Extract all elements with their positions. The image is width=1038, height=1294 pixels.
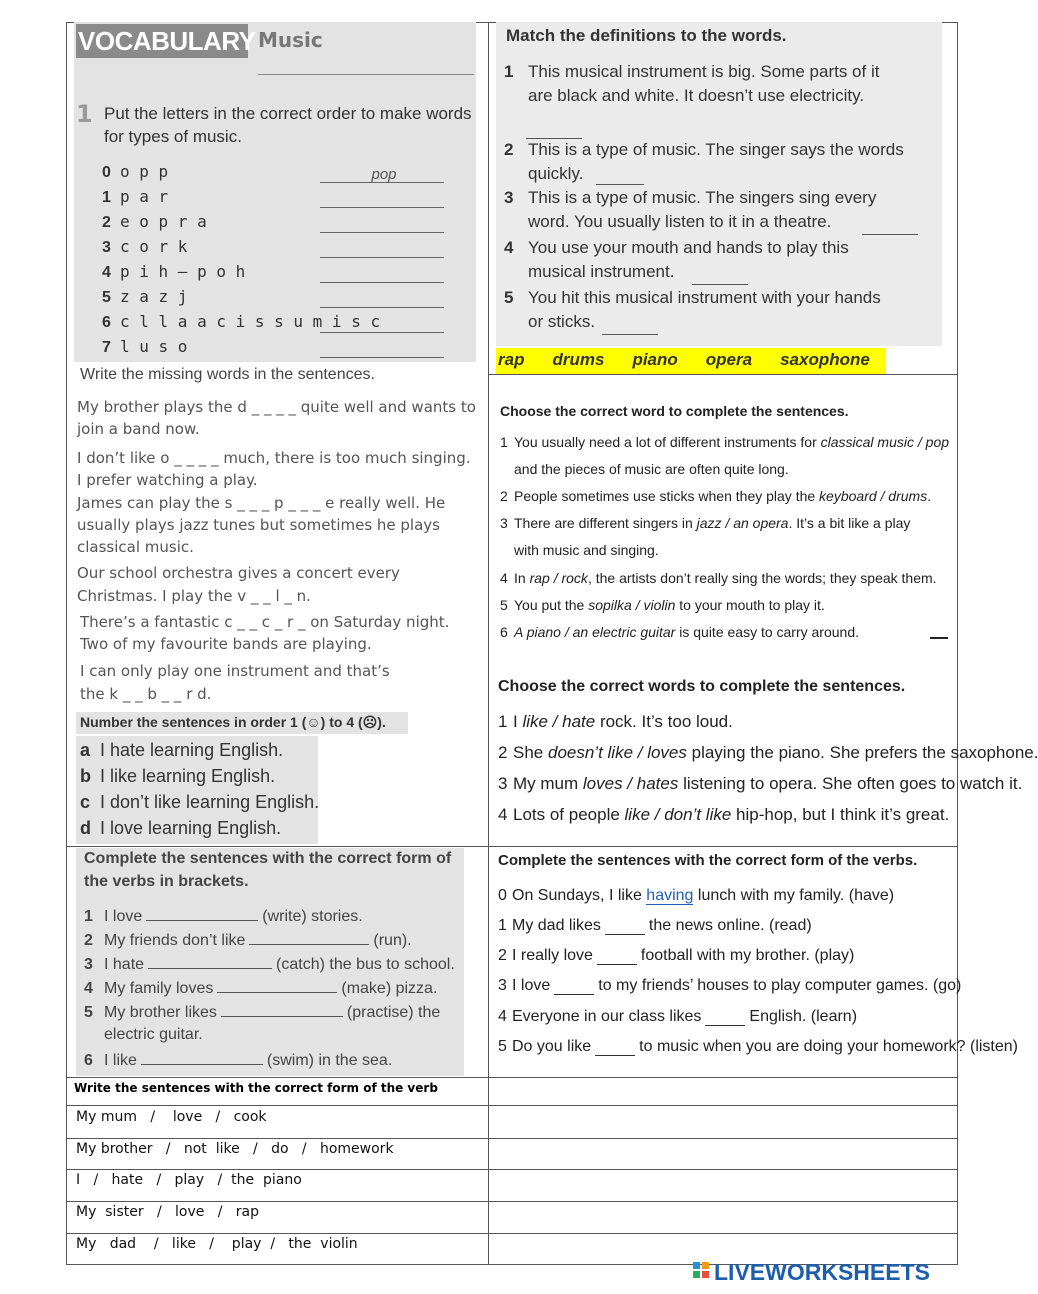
table-answer-input[interactable]: [492, 1234, 958, 1262]
choice-options[interactable]: jazz / an opera: [696, 515, 789, 531]
match-definition: This is a type of music. The singer says the words: [528, 140, 904, 159]
verbs-right-number: 2: [498, 947, 507, 964]
table-answer-input[interactable]: [492, 1107, 958, 1135]
row-divider: [488, 374, 958, 375]
choose2-line: [498, 774, 1022, 794]
verbs-left-line: [84, 1050, 392, 1070]
word-bank-item: drums: [552, 350, 605, 369]
choose1-number: 4: [500, 570, 508, 586]
choose1-number: 2: [500, 488, 508, 504]
word-bank-item: piano: [632, 350, 678, 369]
choose1-line: [500, 624, 859, 640]
verbs-left-number: 4: [84, 980, 93, 997]
choice-options[interactable]: doesn’t like / loves: [547, 743, 687, 762]
choose1-number: 1: [500, 434, 508, 450]
row-divider: [66, 1105, 958, 1106]
choice-options[interactable]: keyboard / drums: [819, 488, 928, 504]
verbs-left-number: 6: [84, 1052, 93, 1069]
sentence-text: I like: [104, 1052, 137, 1069]
sentence-text: My brother likes: [104, 1004, 217, 1021]
choose1-line: [514, 461, 789, 477]
choice-options[interactable]: sopilka / violin: [588, 597, 676, 613]
anagram-row: [102, 237, 187, 257]
match-number: 1: [504, 62, 514, 81]
verbs-left-title: Complete the sentences with the correct form of: [84, 850, 452, 867]
word-bank-item: saxophone: [780, 350, 870, 369]
verbs-right-line: [498, 947, 854, 965]
sentence-text: hip-hop, but I think it’s great.: [731, 805, 950, 824]
row-divider: [66, 846, 958, 847]
anagram-number: 5: [102, 289, 111, 306]
verbs-left-number: 3: [84, 956, 93, 973]
anagram-letters: e o p r a: [120, 212, 207, 231]
sentence-text: to my friends’ houses to play computer games. (go): [598, 977, 962, 994]
logo-text: LIVEWORKSHEETS: [714, 1259, 930, 1285]
anagram-letters: c l l a a c i s s u m i s c: [120, 312, 381, 331]
anagram-number: 2: [102, 214, 111, 231]
missing-sentence-line: James can play the s _ _ _ p _ _ _ e really well. He: [77, 494, 446, 512]
order-text: I don’t like learning English.: [100, 792, 320, 812]
sentence-text: There are different singers in: [514, 515, 697, 531]
sentence-text: playing the piano. She prefers the saxophone.: [686, 743, 1038, 762]
word-bank-item: opera: [705, 350, 753, 369]
anagram-letters: o p p: [120, 162, 169, 181]
verbs-right-line: [498, 1008, 857, 1026]
match-definition: This musical instrument is big. Some parts of it: [528, 62, 880, 81]
match-definition: This is a type of music. The singers sing every: [528, 188, 877, 207]
match-answer-input[interactable]: [596, 166, 648, 186]
sentence-text: with music and singing.: [514, 542, 659, 558]
sentence-text: (run).: [373, 932, 412, 949]
missing-sentence-line: Christmas. I play the v _ _ l _ n.: [77, 587, 311, 605]
anagram-row: [102, 287, 187, 307]
sentence-text: Everyone in our class likes: [512, 1008, 702, 1025]
missing-sentence-line: Our school orchestra gives a concert every: [77, 564, 400, 582]
table-answer-input[interactable]: [492, 1202, 958, 1230]
anagram-row: [102, 212, 207, 232]
anagram-answer-input[interactable]: [324, 263, 444, 285]
sentence-text: (make) pizza.: [341, 980, 438, 997]
table-prompt: My dad / like / play / the violin: [76, 1236, 358, 1252]
verbs-left-line: [84, 954, 455, 974]
order-item: [80, 818, 281, 839]
sentence-text: You usually need a lot of different instruments for: [514, 434, 821, 450]
match-number: 5: [504, 288, 514, 307]
word-bank: [496, 348, 886, 374]
order-title-box: [76, 712, 408, 734]
table-title: Write the sentences with the correct form of the verb: [74, 1081, 438, 1095]
missing-sentence-line: I don’t like o _ _ _ _ much, there is too much singing.: [77, 449, 471, 467]
missing-sentence-line: My brother plays the d _ _ _ _ quite well and wants to: [77, 398, 476, 416]
match-answer-input[interactable]: [862, 216, 922, 236]
choice-options[interactable]: rap / rock: [529, 570, 588, 586]
sentence-text: . It’s a bit like a play: [788, 515, 911, 531]
verbs-left-number: 5: [84, 1004, 93, 1021]
logo-icon: [692, 1261, 712, 1281]
sentence-text: to music when you are doing your homework? (listen): [639, 1038, 1018, 1055]
match-answer-input[interactable]: [526, 120, 586, 140]
match-number: 3: [504, 188, 514, 207]
sentence-text: My family loves: [104, 980, 214, 997]
order-letter: c: [80, 792, 91, 812]
choose1-number: 3: [500, 515, 508, 531]
table-prompt: I / hate / play / the piano: [76, 1172, 302, 1188]
missing-sentence-line: There’s a fantastic c _ _ c _ r _ on Saturday night.: [80, 613, 450, 631]
sentence-text: On Sundays, I like: [512, 887, 647, 904]
choose1-line: [500, 434, 949, 450]
sentence-text: My mum: [513, 774, 583, 793]
answer-blank: [141, 1050, 263, 1065]
anagram-answer-input[interactable]: [324, 213, 444, 235]
choose2-number: 2: [498, 743, 508, 762]
match-number: 4: [504, 238, 514, 257]
order-letter: d: [80, 818, 91, 838]
sentence-text: Do you like: [512, 1038, 592, 1055]
choose1-line: [500, 570, 937, 586]
missing-sentence-line: join a band now.: [77, 420, 200, 438]
verbs-right-number: 5: [498, 1038, 507, 1055]
sentence-text: I: [513, 712, 523, 731]
example-answer: having: [646, 887, 694, 904]
anagram-number: 1: [102, 189, 111, 206]
match-definition: musical instrument.: [528, 262, 675, 281]
missing-sentence-line: the k _ _ b _ _ r d.: [80, 685, 212, 703]
word-bank-item: rap: [498, 350, 525, 369]
choose1-number: 6: [500, 624, 508, 640]
sentence-text: My dad likes: [512, 917, 601, 934]
order-letter: a: [80, 740, 91, 760]
choice-options[interactable]: like / don’t like: [624, 805, 732, 824]
match-definition: quickly.: [528, 164, 584, 183]
verbs-right-number: 1: [498, 917, 507, 934]
verbs-right-number: 0: [498, 887, 507, 904]
verbs-right-title: Complete the sentences with the correct form of the verbs.: [498, 852, 918, 869]
missing-sentence-line: usually plays jazz tunes but sometimes he plays: [77, 516, 440, 534]
missing-sentence-line: Two of my favourite bands are playing.: [80, 635, 372, 653]
sentence-text: (swim) in the sea.: [266, 1052, 393, 1069]
sentence-text: , the artists don’t really sing the words; they speak them.: [587, 570, 937, 586]
verb-answer-input[interactable]: [554, 978, 594, 995]
missing-sentence-line: I prefer watching a play.: [77, 471, 258, 489]
sentence-text: (practise) the: [346, 1004, 441, 1021]
choice-options[interactable]: classical music / pop: [820, 434, 950, 450]
answer-blank: [217, 978, 337, 993]
anagram-row: [102, 162, 168, 182]
topic-title: Music: [258, 28, 323, 52]
match-definition: You hit this musical instrument with your hands: [528, 288, 881, 307]
sentence-text: the news online. (read): [648, 917, 812, 934]
sentence-text: Lots of people: [513, 805, 625, 824]
anagram-answer-input[interactable]: [324, 163, 444, 185]
order-text: I hate learning English.: [100, 740, 284, 760]
verb-answer-input[interactable]: [597, 948, 637, 965]
choose2-number: 4: [498, 805, 508, 824]
ex1-instructions: for types of music.: [104, 127, 242, 146]
sentence-text: In: [514, 570, 530, 586]
order-list-box: [76, 736, 318, 844]
choice-options[interactable]: A piano / an electric guitar: [514, 624, 676, 640]
match-definition: You use your mouth and hands to play this: [528, 238, 849, 257]
anagram-number: 7: [102, 339, 111, 356]
sentence-text: People sometimes use sticks when they play the: [514, 488, 820, 504]
sentence-text: I love: [104, 908, 143, 925]
anagram-number: 6: [102, 314, 111, 331]
verb-answer-input[interactable]: [595, 1039, 635, 1056]
sentence-text: I love: [512, 977, 551, 994]
table-answer-input[interactable]: [492, 1170, 958, 1198]
sentence-text: English. (learn): [749, 1008, 858, 1025]
match-definition: word. You usually listen to it in a theatre.: [528, 212, 832, 231]
verbs-left-line: [84, 906, 363, 926]
anagram-number: 3: [102, 239, 111, 256]
verbs-left-line: [84, 1026, 203, 1044]
sentence-text: I hate: [104, 956, 145, 973]
verbs-left-line: [84, 930, 412, 950]
missing-sentence-line: I can only play one instrument and that’s: [80, 662, 390, 680]
anagram-answer-input[interactable]: [324, 313, 444, 335]
anagram-letters: l u s o: [120, 337, 188, 356]
answer-blank: [221, 1002, 343, 1017]
choose1-title: Choose the correct word to complete the sentences.: [500, 403, 849, 419]
order-item: [80, 740, 283, 761]
sentence-text: and the pieces of music are often quite long.: [514, 461, 789, 477]
anagram-letters: p i h – p o h: [120, 262, 246, 281]
verbs-right-line: [498, 977, 961, 995]
missing-title: Write the missing words in the sentences.: [80, 366, 375, 383]
verbs-left-line: [84, 1002, 440, 1022]
sentence-text: is quite easy to carry around.: [675, 624, 860, 640]
verbs-right-line: [498, 1038, 1018, 1056]
sentence-text: You put the: [514, 597, 589, 613]
anagram-answer-input[interactable]: [324, 288, 444, 310]
sentence-text: .: [927, 488, 932, 504]
vocab-banner: VOCABULARY: [78, 26, 256, 56]
verbs-right-number: 4: [498, 1008, 507, 1025]
sentence-text: I really love: [512, 947, 593, 964]
verbs-right-line: [498, 887, 894, 905]
answer-blank: [249, 930, 369, 945]
sentence-text: electric guitar.: [104, 1026, 203, 1043]
choose2-line: [498, 743, 1038, 763]
verbs-left-title: the verbs in brackets.: [84, 873, 249, 890]
vocab-panel: [74, 22, 476, 362]
order-text: I love learning English.: [100, 818, 282, 838]
order-item: [80, 766, 275, 787]
column-divider: [488, 22, 489, 1265]
answer-blank: [146, 906, 258, 921]
anagram-letters: z a z j: [120, 287, 188, 306]
table-answer-input[interactable]: [492, 1139, 958, 1167]
sentence-text: lunch with my family. (have): [693, 887, 895, 904]
order-text: I like learning English.: [100, 766, 276, 786]
anagram-answer-input[interactable]: [324, 238, 444, 260]
sentence-text: rock. It’s too loud.: [595, 712, 733, 731]
choose2-title: Choose the correct words to complete the sentences.: [498, 678, 906, 695]
anagram-letters: p a r: [120, 187, 169, 206]
exercise-number: 1: [76, 100, 93, 128]
match-panel: [496, 22, 942, 346]
order-title: Number the sentences in order 1 (☺) to 4 (☹).: [80, 714, 386, 730]
liveworksheets-logo: [692, 1259, 992, 1285]
answer-blank: [148, 954, 272, 969]
choose1-line: [500, 515, 910, 531]
table-prompt: My sister / love / rap: [76, 1204, 260, 1220]
sentence-text: (write) stories.: [262, 908, 363, 925]
choose1-line: [514, 542, 659, 558]
anagram-row: [102, 187, 168, 207]
sentence-text: football with my brother. (play): [640, 947, 855, 964]
verbs-left-number: 2: [84, 932, 93, 949]
anagram-letters: c o r k: [120, 237, 188, 256]
choice-options[interactable]: loves / hates: [582, 774, 679, 793]
match-answer-input[interactable]: [692, 266, 752, 286]
row-divider: [66, 1077, 958, 1078]
verbs-right-number: 3: [498, 977, 507, 994]
verb-answer-input[interactable]: [705, 1009, 745, 1026]
anagram-answer-input[interactable]: [324, 338, 444, 360]
sentence-text: listening to opera. She often goes to watch it.: [678, 774, 1023, 793]
table-prompt: My mum / love / cook: [76, 1109, 267, 1125]
verbs-left-panel: [76, 848, 464, 1076]
choose2-number: 1: [498, 712, 508, 731]
order-letter: b: [80, 766, 91, 786]
verbs-right-line: [498, 917, 812, 935]
sentence-text: (catch) the bus to school.: [276, 956, 455, 973]
missing-sentence-line: classical music.: [77, 538, 194, 556]
sentence-text: My friends don’t like: [104, 932, 246, 949]
match-title: Match the definitions to the words.: [506, 26, 787, 45]
match-answer-input[interactable]: [602, 316, 662, 336]
match-number: 2: [504, 140, 514, 159]
dash-mark: [930, 637, 948, 639]
table-prompt: My brother / not like / do / homework: [76, 1141, 394, 1157]
choose2-line: [498, 712, 733, 732]
verb-answer-input[interactable]: [605, 918, 645, 935]
choose1-line: [500, 488, 931, 504]
divider: [258, 74, 474, 75]
anagram-row: [102, 337, 187, 357]
anagram-number: 0: [102, 164, 111, 181]
sentence-text: She: [513, 743, 548, 762]
choice-options[interactable]: like / hate: [522, 712, 596, 731]
choose1-number: 5: [500, 597, 508, 613]
match-definition: are black and white. It doesn’t use electricity.: [528, 86, 865, 105]
choose1-line: [500, 597, 825, 613]
anagram-answer-input[interactable]: [324, 188, 444, 210]
sentence-text: to your mouth to play it.: [675, 597, 825, 613]
verbs-left-line: [84, 978, 437, 998]
choose2-number: 3: [498, 774, 508, 793]
match-definition: or sticks.: [528, 312, 596, 331]
ex1-instructions: Put the letters in the correct order to make words: [104, 104, 472, 123]
choose2-line: [498, 805, 949, 825]
verbs-left-number: 1: [84, 908, 93, 925]
order-item: [80, 792, 319, 813]
anagram-number: 4: [102, 264, 111, 281]
anagram-row: [102, 262, 245, 282]
